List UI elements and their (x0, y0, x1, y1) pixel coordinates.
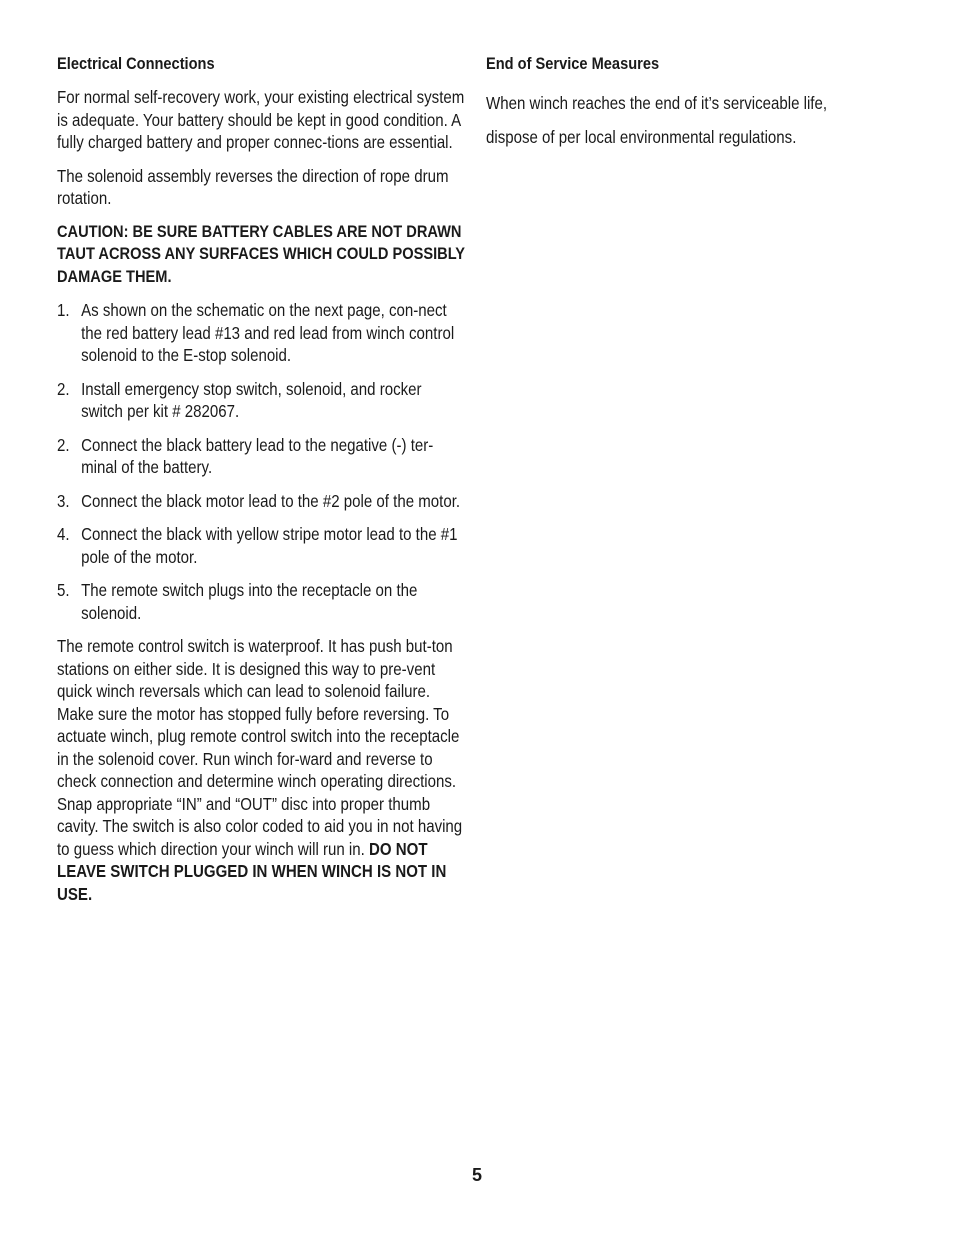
list-item (57, 523, 466, 568)
step-number: 3. (57, 490, 70, 511)
right-column (486, 53, 886, 154)
step-number: 4. (57, 524, 70, 544)
step-text: Install emergency stop switch, solenoid, and rocker switch per kit # 282067. (81, 378, 422, 421)
electrical-intro-paragraph: For normal self-recovery work, your existing electrical system is adequate. Your battery should be kept in good condition. A fully charged battery and proper connec-tions are essential. (57, 87, 465, 152)
list-item (57, 378, 466, 423)
electrical-connections-heading: Electrical Connections (57, 54, 215, 73)
caution-notice: CAUTION: BE SURE BATTERY CABLES ARE NOT DRAWN TAUT ACROSS ANY SURFACES WHICH COULD POSSIBLY DAMAGE THEM. (57, 221, 465, 286)
end-of-service-heading: End of Service Measures (486, 54, 660, 73)
remote-switch-warning: DO NOT LEAVE SWITCH PLUGGED IN WHEN WINCH IS NOT IN USE. (57, 838, 447, 904)
end-of-service-line-2: dispose of per local environmental regulations. (486, 127, 797, 147)
step-number: 1. (57, 300, 70, 320)
step-text: Connect the black battery lead to the negative (-) ter-minal of the battery. (81, 434, 434, 477)
end-of-service-line-1: When winch reaches the end of it’s serviceable life, (486, 93, 828, 113)
connection-steps-list (57, 299, 466, 624)
step-text: Connect the black motor lead to the #2 pole of the motor. (81, 490, 461, 511)
list-item (57, 490, 466, 513)
step-number: 5. (57, 580, 70, 600)
remote-switch-paragraph (57, 635, 466, 905)
remote-switch-text: The remote control switch is waterproof. It has push but-ton stations on either side. It is designed this way to pre-vent quick winch reversals which can lead to solenoid failure. Make sure the motor has stopped fully before reversing. To actuate winch, plug remote control switch into the receptacle in the solenoid cover. Run winch for-ward and reverse to check connection and determine winch operating directions. Snap appropriate “IN” and “OUT” disc into proper thumb cavity. The switch is also color coded to aid you in not having to guess which direction your winch will run in. (57, 636, 463, 859)
right-column-content (486, 53, 885, 154)
step-text: The remote switch plugs into the receptacle on the solenoid. (81, 580, 418, 623)
step-number: 2. (57, 378, 70, 399)
page-number: 5 (471, 1165, 482, 1185)
step-text: As shown on the schematic on the next page, con-nect the red battery lead #13 and red lead from winch control solenoid to the E-stop solenoid. (81, 300, 455, 365)
left-column-content (57, 53, 466, 916)
list-item (57, 299, 466, 367)
step-number: 2. (57, 434, 70, 455)
step-text: Connect the black with yellow stripe motor lead to the #1 pole of the motor. (81, 524, 458, 567)
list-item (57, 434, 466, 479)
left-column (57, 53, 467, 916)
list-item (57, 579, 466, 624)
solenoid-paragraph: The solenoid assembly reverses the direction of rope drum rotation. (57, 165, 449, 208)
